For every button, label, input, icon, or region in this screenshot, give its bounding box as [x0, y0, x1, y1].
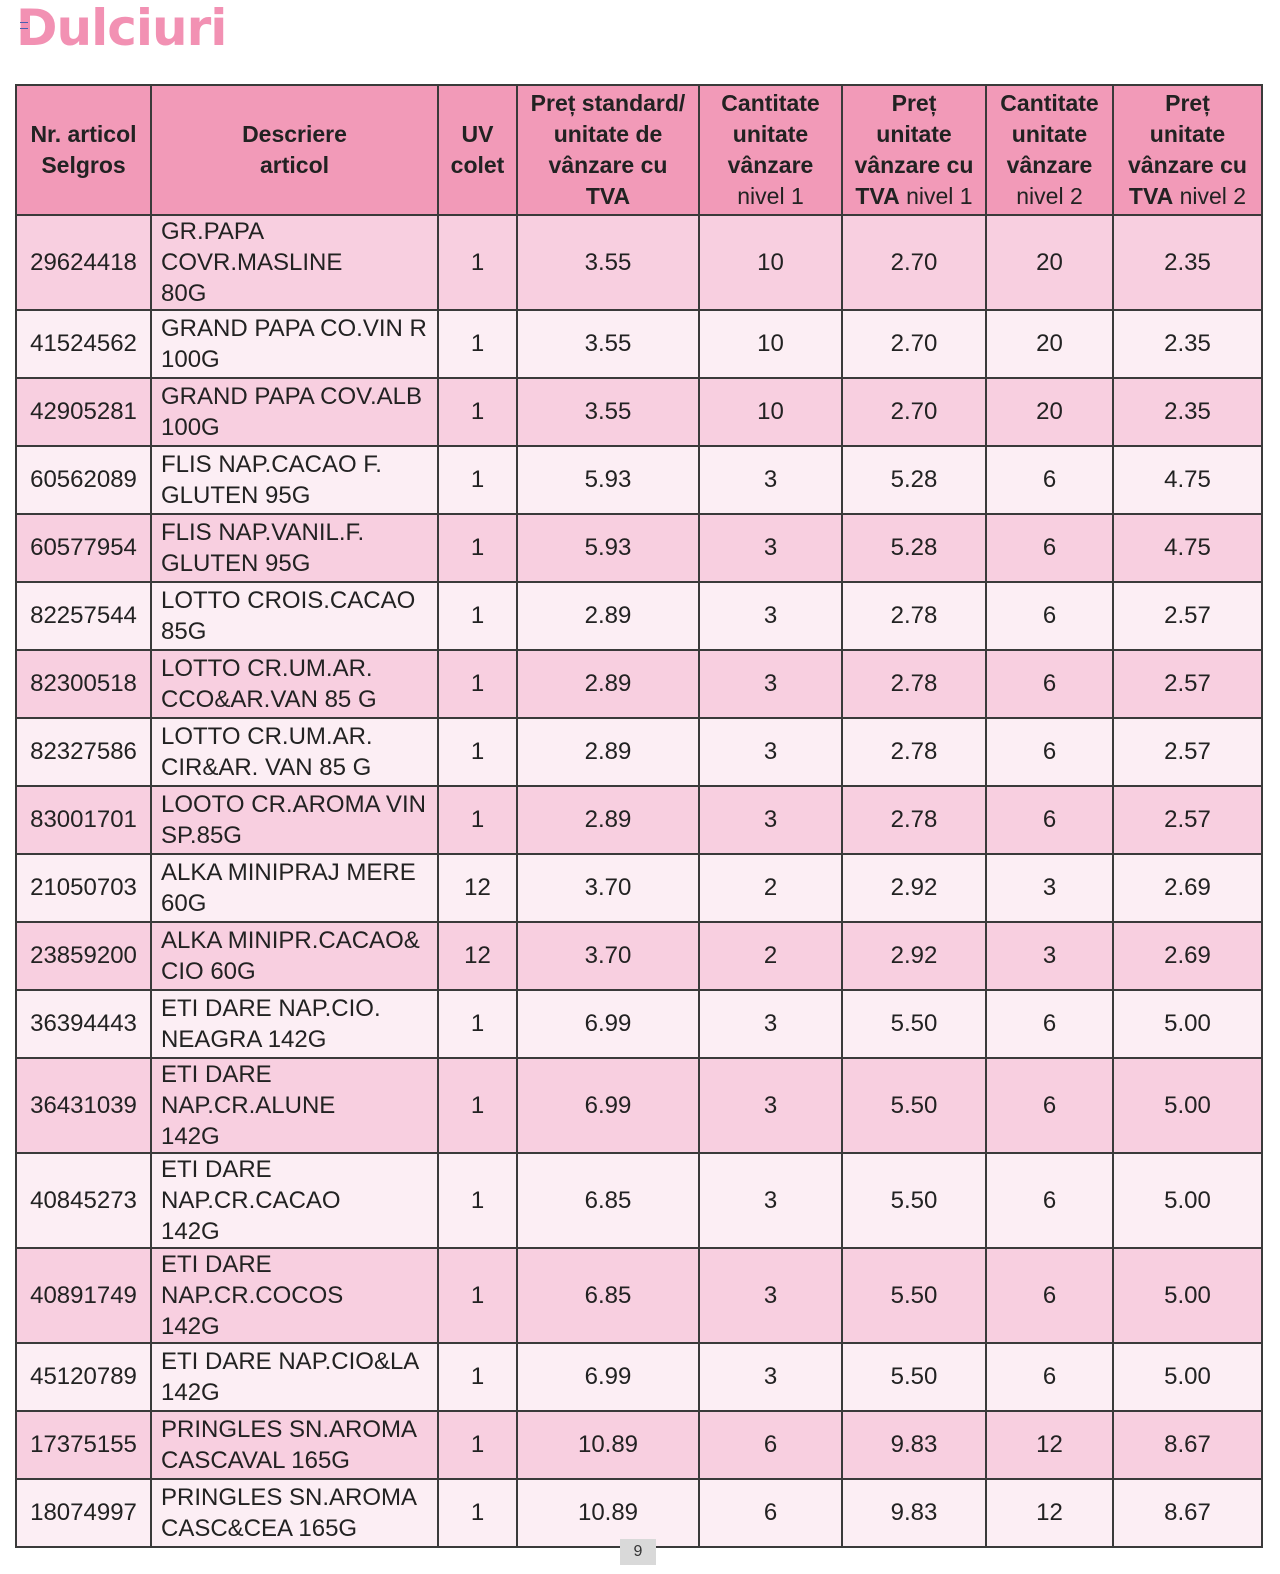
cell-pret-nivel-1: 2.92 — [842, 854, 986, 922]
cell-cantitate-nivel-1: 2 — [699, 922, 842, 990]
table-row — [16, 1343, 1262, 1411]
cell-pret-standard: 3.55 — [517, 310, 699, 378]
cell-cantitate-nivel-2: 6 — [986, 650, 1113, 718]
cell-pret-nivel-1: 5.50 — [842, 1058, 986, 1153]
cell-cantitate-nivel-1: 10 — [699, 378, 842, 446]
cell-cantitate-nivel-1: 6 — [699, 1411, 842, 1479]
cell-nr-articol: 60562089 — [16, 446, 151, 514]
cell-uv-colet: 1 — [438, 786, 517, 854]
cell-cantitate-nivel-1: 3 — [699, 786, 842, 854]
cell-cantitate-nivel-1: 3 — [699, 1058, 842, 1153]
cell-pret-nivel-1: 2.78 — [842, 718, 986, 786]
cell-cantitate-nivel-2: 6 — [986, 582, 1113, 650]
cell-cantitate-nivel-1: 6 — [699, 1479, 842, 1547]
cell-pret-nivel-1: 5.28 — [842, 514, 986, 582]
cell-descriere: ALKA MINIPRAJ MERE 60G — [151, 854, 438, 922]
header-pret-nivel-1: Preț unitate vânzare cu TVA nivel 1 — [842, 85, 986, 215]
table-row — [16, 514, 1262, 582]
cell-pret-nivel-1: 2.70 — [842, 215, 986, 310]
table-row — [16, 718, 1262, 786]
cell-cantitate-nivel-2: 12 — [986, 1479, 1113, 1547]
cell-descriere: LOTTO CR.UM.AR. CCO&AR.VAN 85 G — [151, 650, 438, 718]
cell-uv-colet: 1 — [438, 514, 517, 582]
cell-descriere: PRINGLES SN.AROMA CASC&CEA 165G — [151, 1479, 438, 1547]
cell-pret-nivel-1: 2.70 — [842, 310, 986, 378]
cell-cantitate-nivel-1: 10 — [699, 310, 842, 378]
table-row — [16, 582, 1262, 650]
cell-uv-colet: 1 — [438, 310, 517, 378]
cell-pret-standard: 6.99 — [517, 990, 699, 1058]
cell-nr-articol: 41524562 — [16, 310, 151, 378]
cell-uv-colet: 1 — [438, 1411, 517, 1479]
cell-cantitate-nivel-2: 6 — [986, 446, 1113, 514]
menu-mark-icon — [20, 22, 28, 29]
cell-nr-articol: 60577954 — [16, 514, 151, 582]
cell-pret-nivel-1: 2.78 — [842, 650, 986, 718]
cell-pret-nivel-2: 2.35 — [1113, 310, 1262, 378]
table-row — [16, 310, 1262, 378]
cell-cantitate-nivel-2: 6 — [986, 990, 1113, 1058]
cell-pret-standard: 2.89 — [517, 650, 699, 718]
table-row — [16, 1411, 1262, 1479]
cell-pret-nivel-2: 8.67 — [1113, 1479, 1262, 1547]
cell-pret-nivel-1: 5.28 — [842, 446, 986, 514]
cell-cantitate-nivel-1: 3 — [699, 1343, 842, 1411]
cell-pret-nivel-2: 2.57 — [1113, 718, 1262, 786]
cell-cantitate-nivel-2: 6 — [986, 786, 1113, 854]
cell-pret-standard: 3.70 — [517, 854, 699, 922]
cell-uv-colet: 1 — [438, 1058, 517, 1153]
cell-cantitate-nivel-1: 3 — [699, 650, 842, 718]
cell-cantitate-nivel-2: 6 — [986, 718, 1113, 786]
cell-descriere: LOTTO CROIS.CACAO 85G — [151, 582, 438, 650]
cell-cantitate-nivel-2: 6 — [986, 1343, 1113, 1411]
cell-pret-nivel-2: 5.00 — [1113, 1248, 1262, 1343]
cell-cantitate-nivel-2: 6 — [986, 1248, 1113, 1343]
cell-pret-nivel-1: 9.83 — [842, 1479, 986, 1547]
cell-pret-nivel-2: 5.00 — [1113, 1153, 1262, 1248]
cell-nr-articol: 45120789 — [16, 1343, 151, 1411]
cell-pret-nivel-1: 9.83 — [842, 1411, 986, 1479]
cell-pret-standard: 6.85 — [517, 1248, 699, 1343]
cell-cantitate-nivel-1: 2 — [699, 854, 842, 922]
cell-descriere: ETI DARE NAP.CR.CACAO 142G — [151, 1153, 438, 1248]
cell-cantitate-nivel-2: 6 — [986, 1153, 1113, 1248]
cell-nr-articol: 82327586 — [16, 718, 151, 786]
page-title: Dulciuri — [16, 0, 227, 57]
cell-uv-colet: 1 — [438, 446, 517, 514]
cell-descriere: ETI DARE NAP.CIO. NEAGRA 142G — [151, 990, 438, 1058]
cell-cantitate-nivel-1: 3 — [699, 1248, 842, 1343]
cell-nr-articol: 23859200 — [16, 922, 151, 990]
header-pret-standard: Preț standard/ unitate de vânzare cu TVA — [517, 85, 699, 215]
cell-pret-nivel-2: 2.69 — [1113, 854, 1262, 922]
cell-cantitate-nivel-2: 20 — [986, 310, 1113, 378]
cell-pret-standard: 6.99 — [517, 1343, 699, 1411]
cell-descriere: PRINGLES SN.AROMA CASCAVAL 165G — [151, 1411, 438, 1479]
cell-pret-nivel-1: 5.50 — [842, 1343, 986, 1411]
header-cantitate-nivel-1: Cantitate unitate vânzare nivel 1 — [699, 85, 842, 215]
header-descriere: Descriere articol — [151, 85, 438, 215]
cell-pret-nivel-2: 2.69 — [1113, 922, 1262, 990]
cell-pret-nivel-2: 2.35 — [1113, 215, 1262, 310]
cell-nr-articol: 36431039 — [16, 1058, 151, 1153]
cell-pret-nivel-1: 2.78 — [842, 582, 986, 650]
cell-descriere: GRAND PAPA COV.ALB 100G — [151, 378, 438, 446]
header-pret-nivel-2: Preț unitate vânzare cu TVA nivel 2 — [1113, 85, 1262, 215]
header-nr-articol: Nr. articol Selgros — [16, 85, 151, 215]
cell-cantitate-nivel-2: 3 — [986, 922, 1113, 990]
header-uv-colet: UV colet — [438, 85, 517, 215]
cell-nr-articol: 17375155 — [16, 1411, 151, 1479]
cell-pret-standard: 5.93 — [517, 446, 699, 514]
header-cantitate-nivel-2: Cantitate unitate vânzare nivel 2 — [986, 85, 1113, 215]
cell-descriere: LOOTO CR.AROMA VIN SP.85G — [151, 786, 438, 854]
table-row — [16, 446, 1262, 514]
cell-nr-articol: 40891749 — [16, 1248, 151, 1343]
cell-pret-nivel-2: 5.00 — [1113, 990, 1262, 1058]
table-row — [16, 1479, 1262, 1547]
cell-uv-colet: 1 — [438, 1153, 517, 1248]
cell-cantitate-nivel-2: 12 — [986, 1411, 1113, 1479]
cell-nr-articol: 82300518 — [16, 650, 151, 718]
cell-uv-colet: 12 — [438, 854, 517, 922]
cell-cantitate-nivel-1: 10 — [699, 215, 842, 310]
cell-pret-nivel-2: 2.57 — [1113, 582, 1262, 650]
cell-uv-colet: 1 — [438, 215, 517, 310]
cell-pret-standard: 3.55 — [517, 378, 699, 446]
cell-nr-articol: 18074997 — [16, 1479, 151, 1547]
cell-cantitate-nivel-1: 3 — [699, 990, 842, 1058]
cell-uv-colet: 1 — [438, 1343, 517, 1411]
cell-pret-nivel-2: 8.67 — [1113, 1411, 1262, 1479]
cell-pret-nivel-2: 2.57 — [1113, 786, 1262, 854]
cell-uv-colet: 1 — [438, 1248, 517, 1343]
cell-cantitate-nivel-2: 20 — [986, 215, 1113, 310]
table-row — [16, 922, 1262, 990]
cell-uv-colet: 1 — [438, 650, 517, 718]
table-row — [16, 650, 1262, 718]
cell-cantitate-nivel-1: 3 — [699, 514, 842, 582]
table-row — [16, 990, 1262, 1058]
table-header-row — [16, 85, 1262, 215]
cell-cantitate-nivel-2: 3 — [986, 854, 1113, 922]
cell-pret-nivel-1: 2.92 — [842, 922, 986, 990]
cell-nr-articol: 83001701 — [16, 786, 151, 854]
table-row — [16, 378, 1262, 446]
cell-nr-articol: 21050703 — [16, 854, 151, 922]
cell-pret-nivel-1: 5.50 — [842, 990, 986, 1058]
cell-pret-standard: 6.99 — [517, 1058, 699, 1153]
cell-pret-nivel-1: 5.50 — [842, 1153, 986, 1248]
cell-pret-standard: 5.93 — [517, 514, 699, 582]
cell-descriere: FLIS NAP.VANIL.F. GLUTEN 95G — [151, 514, 438, 582]
cell-pret-standard: 3.55 — [517, 215, 699, 310]
cell-uv-colet: 1 — [438, 582, 517, 650]
table-row — [16, 1153, 1262, 1248]
table-row — [16, 854, 1262, 922]
cell-nr-articol: 29624418 — [16, 215, 151, 310]
table-row — [16, 786, 1262, 854]
cell-pret-nivel-1: 5.50 — [842, 1248, 986, 1343]
cell-nr-articol: 36394443 — [16, 990, 151, 1058]
cell-uv-colet: 1 — [438, 718, 517, 786]
cell-pret-nivel-2: 2.35 — [1113, 378, 1262, 446]
cell-cantitate-nivel-1: 3 — [699, 1153, 842, 1248]
cell-pret-standard: 3.70 — [517, 922, 699, 990]
cell-descriere: FLIS NAP.CACAO F. GLUTEN 95G — [151, 446, 438, 514]
cell-descriere: ETI DARE NAP.CIO&LA 142G — [151, 1343, 438, 1411]
price-table — [15, 84, 1263, 1548]
cell-pret-standard: 10.89 — [517, 1479, 699, 1547]
cell-cantitate-nivel-2: 6 — [986, 514, 1113, 582]
cell-pret-standard: 2.89 — [517, 718, 699, 786]
cell-uv-colet: 1 — [438, 1479, 517, 1547]
cell-cantitate-nivel-1: 3 — [699, 718, 842, 786]
cell-pret-standard: 6.85 — [517, 1153, 699, 1248]
cell-pret-nivel-2: 5.00 — [1113, 1058, 1262, 1153]
table-row — [16, 1248, 1262, 1343]
cell-nr-articol: 82257544 — [16, 582, 151, 650]
table-row — [16, 215, 1262, 310]
cell-pret-nivel-2: 4.75 — [1113, 446, 1262, 514]
cell-descriere: GRAND PAPA CO.VIN R 100G — [151, 310, 438, 378]
cell-pret-standard: 2.89 — [517, 786, 699, 854]
cell-nr-articol: 42905281 — [16, 378, 151, 446]
cell-uv-colet: 12 — [438, 922, 517, 990]
cell-uv-colet: 1 — [438, 378, 517, 446]
cell-pret-nivel-1: 2.70 — [842, 378, 986, 446]
cell-pret-standard: 10.89 — [517, 1411, 699, 1479]
cell-nr-articol: 40845273 — [16, 1153, 151, 1248]
cell-descriere: GR.PAPA COVR.MASLINE 80G — [151, 215, 438, 310]
cell-pret-nivel-1: 2.78 — [842, 786, 986, 854]
cell-cantitate-nivel-2: 20 — [986, 378, 1113, 446]
cell-descriere: ALKA MINIPR.CACAO& CIO 60G — [151, 922, 438, 990]
cell-descriere: LOTTO CR.UM.AR. CIR&AR. VAN 85 G — [151, 718, 438, 786]
cell-cantitate-nivel-1: 3 — [699, 446, 842, 514]
page-number: 9 — [620, 1539, 656, 1565]
cell-pret-standard: 2.89 — [517, 582, 699, 650]
cell-cantitate-nivel-1: 3 — [699, 582, 842, 650]
cell-uv-colet: 1 — [438, 990, 517, 1058]
cell-cantitate-nivel-2: 6 — [986, 1058, 1113, 1153]
cell-descriere: ETI DARE NAP.CR.ALUNE 142G — [151, 1058, 438, 1153]
table-row — [16, 1058, 1262, 1153]
cell-pret-nivel-2: 4.75 — [1113, 514, 1262, 582]
cell-pret-nivel-2: 5.00 — [1113, 1343, 1262, 1411]
cell-descriere: ETI DARE NAP.CR.COCOS 142G — [151, 1248, 438, 1343]
cell-pret-nivel-2: 2.57 — [1113, 650, 1262, 718]
